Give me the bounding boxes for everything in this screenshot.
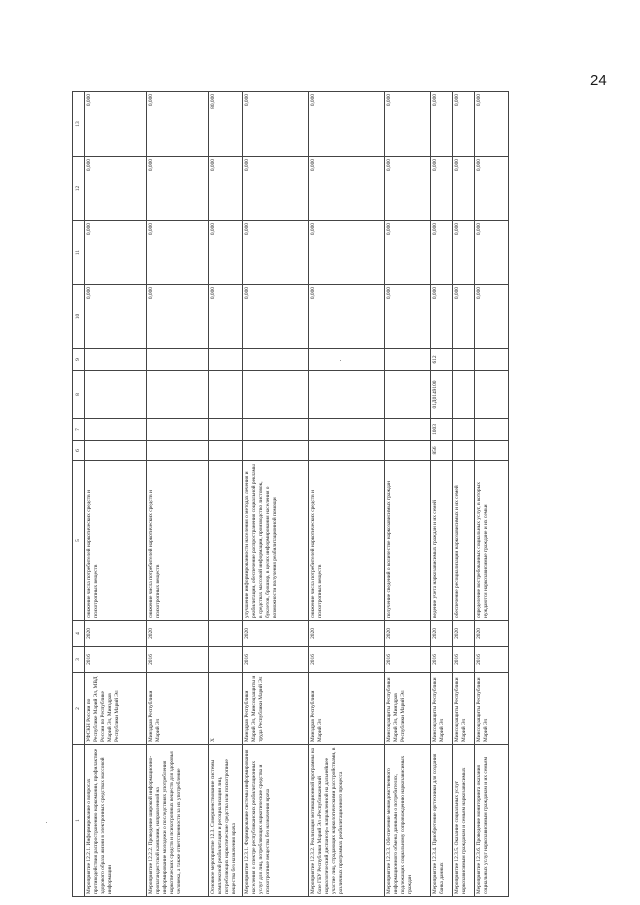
table-cell-col2: Минздрав Республики Марий Эл, Минсоцзащиты и труда Республики Марий Эл — [243, 673, 309, 745]
table-cell-col3: 2016 — [475, 647, 509, 673]
table-cell-col7 — [385, 419, 431, 441]
table-cell-col6 — [147, 441, 209, 461]
header-cell: 1 — [73, 745, 85, 897]
table-cell-col11: 0,000 — [431, 221, 453, 285]
table-cell-col7 — [85, 419, 147, 441]
table-cell-col6 — [209, 441, 243, 461]
header-cell: 2 — [73, 673, 85, 745]
header-row — [73, 92, 85, 897]
table-cell-col12: 0,000 — [309, 157, 385, 221]
table-cell-col5: ведение учета наркозависимых граждан и их семей — [431, 461, 453, 621]
table-cell-col5 — [209, 461, 243, 621]
table-cell-col1: Мероприятие 12.3.3. Обеспечение межведомственного информационного обмена данными о потребителях, подлежащих социальному сопровождению наркозависимых граждан — [385, 745, 431, 897]
table-cell-col3 — [209, 647, 243, 673]
page-number: 24 — [590, 72, 607, 89]
header-cell: 7 — [73, 419, 85, 441]
table-cell-col8 — [85, 371, 147, 419]
table-cell-col1: Мероприятие 12.3.1. Формирование системы информирования населения о спектре республиканских реабилитационных услуг для лиц, потребляющих наркотические средства и психотропные вещества без назначения врача — [243, 745, 309, 897]
table-row — [243, 92, 309, 897]
table-cell-col12: 0,000 — [209, 157, 243, 221]
table-cell-col11: 0,000 — [453, 221, 475, 285]
table-cell-col7 — [209, 419, 243, 441]
table-cell-col5: улучшение информированности населения о методах лечения и реабилитации, обеспечение распространения социальной рекламы в средствах массовой информации, производство листовок, буклетов, брошюр, в целях информирования населения о возможности получения реабилитационной помощи — [243, 461, 309, 621]
table-cell-col8 — [385, 371, 431, 419]
table-cell-col12: 0,000 — [385, 157, 431, 221]
table-cell-col10: 0,000 — [85, 285, 147, 349]
table-cell-col1: Мероприятие 12.2.2. Проведение широкой информационно-пропагандистской кампании, направленной на информирование молодежи о последствиях употребления наркотических средств и психотропных веществ для здоровья человека, а также ответственности за их употребление — [147, 745, 209, 897]
table-cell-col11: 0,000 — [309, 221, 385, 285]
table-cell-col7 — [475, 419, 509, 441]
table-cell-col9 — [243, 349, 309, 371]
table-cell-col8: 01Д0149100 — [431, 371, 453, 419]
table-cell-col9 — [309, 349, 385, 371]
table-cell-col10: 0,000 — [385, 285, 431, 349]
table-cell-col12: 0,000 — [431, 157, 453, 221]
table-cell-col12: 0,000 — [243, 157, 309, 221]
table-cell-col2: Минсоцзащиты Республики Марий Эл — [453, 673, 475, 745]
table-cell-col3: 2016 — [431, 647, 453, 673]
table-cell-col7 — [147, 419, 209, 441]
table-cell-col3: 2016 — [147, 647, 209, 673]
table-cell-col12: 0,000 — [85, 157, 147, 221]
program-measures-table — [72, 91, 509, 897]
table-cell-col10: 0,000 — [147, 285, 209, 349]
table-cell-col4: 2020 — [85, 621, 147, 647]
table-cell-col2: УФСКН России по Республике Марий Эл, МВД России по Республике Марий Эл, Минздрав Республики Марий Эл — [85, 673, 147, 745]
table-row — [431, 92, 453, 897]
table-cell-col10: 0,000 — [309, 285, 385, 349]
table-cell-col1: Мероприятие 12.3.6. Проведение мониторинга оказания социальных услуг наркозависимым гражданам и их семьям — [475, 745, 509, 897]
header-cell: 9 — [73, 349, 85, 371]
table-cell-col12: 0,000 — [453, 157, 475, 221]
table-cell-col9 — [209, 349, 243, 371]
header-cell: 8 — [73, 371, 85, 419]
table-cell-col5: снижение числа потребителей наркотических средств и психотропных веществ — [85, 461, 147, 621]
table-cell-col5: обеспечение ресоциализации наркозависимых и их семей — [453, 461, 475, 621]
table-cell-col7 — [243, 419, 309, 441]
table-cell-col1: Мероприятие 12.2.1. Информирование о вопросах противодействия распространению наркомании, профилактике здорового образа жизни в электронных средствах массовой информации — [85, 745, 147, 897]
table-cell-col11: 0,000 — [209, 221, 243, 285]
table-cell-col6 — [475, 441, 509, 461]
table-cell-col3: 2016 — [385, 647, 431, 673]
table-row — [85, 92, 147, 897]
table-cell-col1: Мероприятие 12.3.4. Приобретение оргтехники для создания банка данных — [431, 745, 453, 897]
table-cell-col10: 0,000 — [209, 285, 243, 349]
table-cell-col13: 0,000 — [147, 92, 209, 157]
table-cell-col2: Минздрав Республики Марий Эл — [309, 673, 385, 745]
table-cell-col8 — [209, 371, 243, 419]
table-cell-col11: 0,000 — [85, 221, 147, 285]
table-cell-col6 — [85, 441, 147, 461]
table-cell-col6 — [453, 441, 475, 461]
table-cell-col10: 0,000 — [243, 285, 309, 349]
table-row — [475, 92, 509, 897]
header-cell: 12 — [73, 157, 85, 221]
table-cell-col9 — [475, 349, 509, 371]
table-cell-col1: Мероприятие 12.3.5. Оказание социальных услуг наркозависимым гражданам и семьям наркозависимых — [453, 745, 475, 897]
table-cell-col3: 2016 — [243, 647, 309, 673]
table-cell-col3: 2016 — [309, 647, 385, 673]
table-cell-col2: X — [209, 673, 243, 745]
table-cell-col1: Мероприятие 12.3.2. Реализация мотивационной программы на базе ГБУ Республики Марий Эл «Республиканский наркологический диспансер» направленной на дальнейшее участие лиц, страдающих наркологическими расстройствами, в различных программах реабилитационного процесса — [309, 745, 385, 897]
table-cell-col2: Минсоцзащиты Республики Марий Эл — [475, 673, 509, 745]
table-cell-col3: 2016 — [85, 647, 147, 673]
table-cell-col7 — [309, 419, 385, 441]
table-cell-col13: 80,000 — [209, 92, 243, 157]
table-cell-col4: 2020 — [475, 621, 509, 647]
table-cell-col10: 0,000 — [453, 285, 475, 349]
scan-speck — [46, 822, 47, 823]
table-cell-col9 — [453, 349, 475, 371]
table-cell-col4 — [209, 621, 243, 647]
table-cell-col2: Минсоцзащиты Республики Марий Эл — [431, 673, 453, 745]
header-cell: 3 — [73, 647, 85, 673]
table-cell-col10: 0,000 — [431, 285, 453, 349]
table-cell-col4: 2020 — [453, 621, 475, 647]
table-cell-col6 — [309, 441, 385, 461]
header-cell: 5 — [73, 461, 85, 621]
table-cell-col13: 0,000 — [431, 92, 453, 157]
scan-speck — [340, 360, 341, 361]
table-cell-col13: 0,000 — [243, 92, 309, 157]
table-cell-col12: 0,000 — [475, 157, 509, 221]
table-cell-col13: 0,000 — [385, 92, 431, 157]
table-cell-col9 — [147, 349, 209, 371]
header-cell: 11 — [73, 221, 85, 285]
table-cell-col2: Минздрав Республики Марий Эл — [147, 673, 209, 745]
header-cell: 13 — [73, 92, 85, 157]
table-cell-col8 — [453, 371, 475, 419]
table-cell-col8 — [243, 371, 309, 419]
table-row — [453, 92, 475, 897]
header-cell: 6 — [73, 441, 85, 461]
table-cell-col4: 2020 — [309, 621, 385, 647]
table-cell-col8 — [475, 371, 509, 419]
table-cell-col9 — [385, 349, 431, 371]
table-cell-col7: 1003 — [431, 419, 453, 441]
table-cell-col4: 2020 — [431, 621, 453, 647]
table-cell-col5: определение востребованных социальных услуг, в которых нуждаются наркозависимые граждане и их семьи — [475, 461, 509, 621]
table-row — [309, 92, 385, 897]
table-row — [209, 92, 243, 897]
table-cell-col13: 0,000 — [85, 92, 147, 157]
table-cell-col5: получение сведений о количестве наркозависимых граждан — [385, 461, 431, 621]
table-cell-col12: 0,000 — [147, 157, 209, 221]
table-cell-col3: 2016 — [453, 647, 475, 673]
header-cell: 10 — [73, 285, 85, 349]
table-cell-col2: Минсоцзащиты Республики Марий Эл, Минздрав Республики Марий Эл — [385, 673, 431, 745]
table-cell-col4: 2020 — [147, 621, 209, 647]
table-cell-col8 — [147, 371, 209, 419]
table-cell-col8 — [309, 371, 385, 419]
table-cell-col1: Основное мероприятие 12.3. Совершенствование системы комплексной реабилитации и ресоциализации лиц, потребляющих наркотические средства или психотропные вещества без назначения врача — [209, 745, 243, 897]
table-cell-col7 — [453, 419, 475, 441]
table-cell-col5: снижение числа потребителей наркотических средств и психотропных веществ — [309, 461, 385, 621]
table-cell-col4: 2020 — [385, 621, 431, 647]
header-cell: 4 — [73, 621, 85, 647]
table-row — [147, 92, 209, 897]
table-cell-col13: 0,000 — [475, 92, 509, 157]
table-cell-col11: 0,000 — [243, 221, 309, 285]
table-cell-col4: 2020 — [243, 621, 309, 647]
rotated-table-container — [72, 92, 620, 897]
table-cell-col10: 0,000 — [475, 285, 509, 349]
table-row — [385, 92, 431, 897]
table-cell-col11: 0,000 — [475, 221, 509, 285]
table-cell-col9: 612 — [431, 349, 453, 371]
table-cell-col13: 0,000 — [453, 92, 475, 157]
table-cell-col13: 0,000 — [309, 92, 385, 157]
table-cell-col6: 856 — [431, 441, 453, 461]
table-cell-col9 — [85, 349, 147, 371]
table-cell-col11: 0,000 — [385, 221, 431, 285]
table-cell-col6 — [243, 441, 309, 461]
table-cell-col11: 0,000 — [147, 221, 209, 285]
table-cell-col5: снижение числа потребителей наркотических средств и психотропных веществ — [147, 461, 209, 621]
table-cell-col6 — [385, 441, 431, 461]
